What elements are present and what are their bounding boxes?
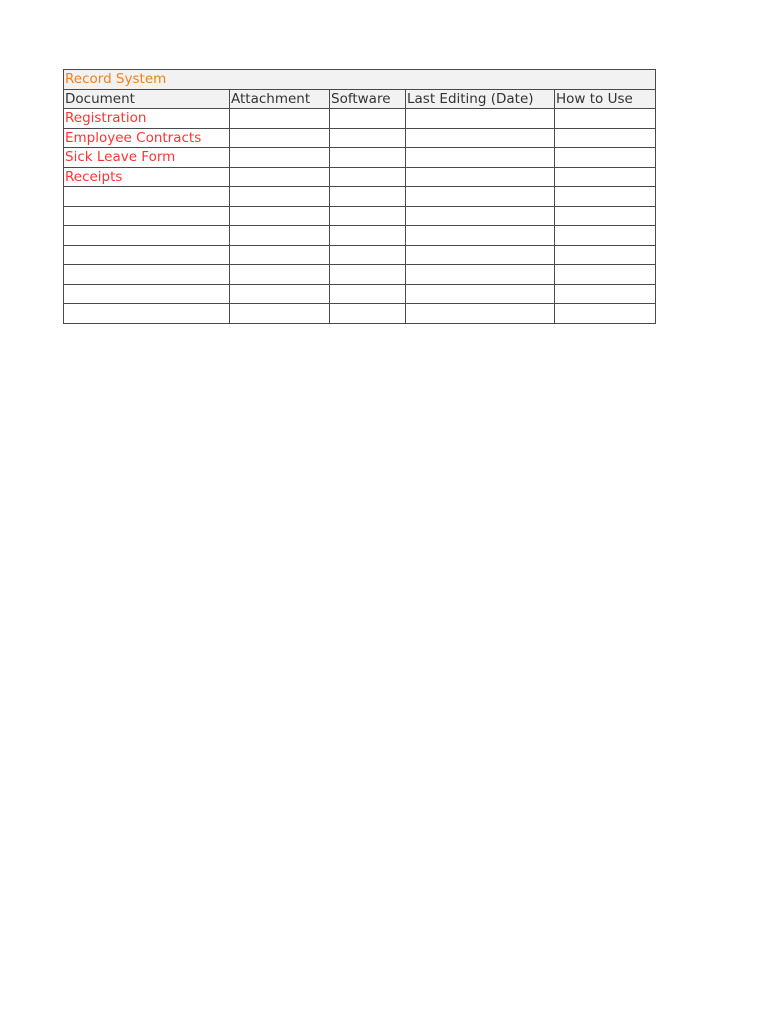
cell-how-to-use[interactable] — [555, 284, 656, 304]
cell-last-editing-date[interactable] — [406, 304, 555, 324]
cell-software[interactable] — [330, 206, 406, 226]
cell-attachment[interactable] — [230, 206, 330, 226]
cell-software[interactable] — [330, 226, 406, 246]
header-row — [64, 89, 656, 109]
cell-last-editing-date[interactable] — [406, 206, 555, 226]
cell-attachment[interactable] — [230, 167, 330, 187]
cell-attachment[interactable] — [230, 304, 330, 324]
cell-software[interactable] — [330, 109, 406, 129]
cell-document[interactable] — [64, 245, 230, 265]
cell-document[interactable] — [64, 187, 230, 207]
cell-software[interactable] — [330, 265, 406, 285]
cell-software[interactable] — [330, 304, 406, 324]
cell-last-editing-date[interactable] — [406, 284, 555, 304]
cell-how-to-use[interactable] — [555, 167, 656, 187]
column-header-attachment: Attachment — [230, 89, 330, 109]
cell-how-to-use[interactable] — [555, 226, 656, 246]
cell-last-editing-date[interactable] — [406, 226, 555, 246]
cell-how-to-use[interactable] — [555, 206, 656, 226]
cell-software[interactable] — [330, 187, 406, 207]
cell-software[interactable] — [330, 167, 406, 187]
table-row — [64, 148, 656, 168]
column-header-software: Software — [330, 89, 406, 109]
cell-attachment[interactable] — [230, 128, 330, 148]
column-header-last-editing-date: Last Editing (Date) — [406, 89, 555, 109]
cell-last-editing-date[interactable] — [406, 109, 555, 129]
cell-attachment[interactable] — [230, 187, 330, 207]
cell-last-editing-date[interactable] — [406, 245, 555, 265]
table-row — [64, 109, 656, 129]
cell-last-editing-date[interactable] — [406, 148, 555, 168]
cell-software[interactable] — [330, 245, 406, 265]
cell-how-to-use[interactable] — [555, 128, 656, 148]
table-row — [64, 206, 656, 226]
cell-document[interactable]: Receipts — [64, 167, 230, 187]
cell-software[interactable] — [330, 284, 406, 304]
cell-attachment[interactable] — [230, 265, 330, 285]
title-row — [64, 70, 656, 90]
cell-document[interactable] — [64, 284, 230, 304]
table-row — [64, 245, 656, 265]
cell-attachment[interactable] — [230, 148, 330, 168]
cell-last-editing-date[interactable] — [406, 265, 555, 285]
cell-attachment[interactable] — [230, 109, 330, 129]
cell-last-editing-date[interactable] — [406, 167, 555, 187]
table-row — [64, 187, 656, 207]
table-row — [64, 128, 656, 148]
cell-document[interactable] — [64, 304, 230, 324]
cell-attachment[interactable] — [230, 284, 330, 304]
cell-last-editing-date[interactable] — [406, 187, 555, 207]
table-row — [64, 284, 656, 304]
cell-document[interactable] — [64, 206, 230, 226]
column-header-document: Document — [64, 89, 230, 109]
table-row — [64, 167, 656, 187]
cell-how-to-use[interactable] — [555, 148, 656, 168]
cell-document[interactable]: Sick Leave Form — [64, 148, 230, 168]
cell-attachment[interactable] — [230, 245, 330, 265]
cell-how-to-use[interactable] — [555, 187, 656, 207]
cell-software[interactable] — [330, 148, 406, 168]
cell-document[interactable]: Registration — [64, 109, 230, 129]
table-row — [64, 265, 656, 285]
column-header-how-to-use: How to Use — [555, 89, 656, 109]
cell-how-to-use[interactable] — [555, 245, 656, 265]
record-system-sheet — [63, 69, 655, 324]
record-table — [63, 69, 656, 324]
cell-last-editing-date[interactable] — [406, 128, 555, 148]
cell-how-to-use[interactable] — [555, 109, 656, 129]
cell-how-to-use[interactable] — [555, 304, 656, 324]
cell-how-to-use[interactable] — [555, 265, 656, 285]
cell-software[interactable] — [330, 128, 406, 148]
page-title: Record System — [64, 70, 656, 90]
table-row — [64, 226, 656, 246]
cell-document[interactable]: Employee Contracts — [64, 128, 230, 148]
cell-document[interactable] — [64, 226, 230, 246]
cell-attachment[interactable] — [230, 226, 330, 246]
cell-document[interactable] — [64, 265, 230, 285]
table-row — [64, 304, 656, 324]
